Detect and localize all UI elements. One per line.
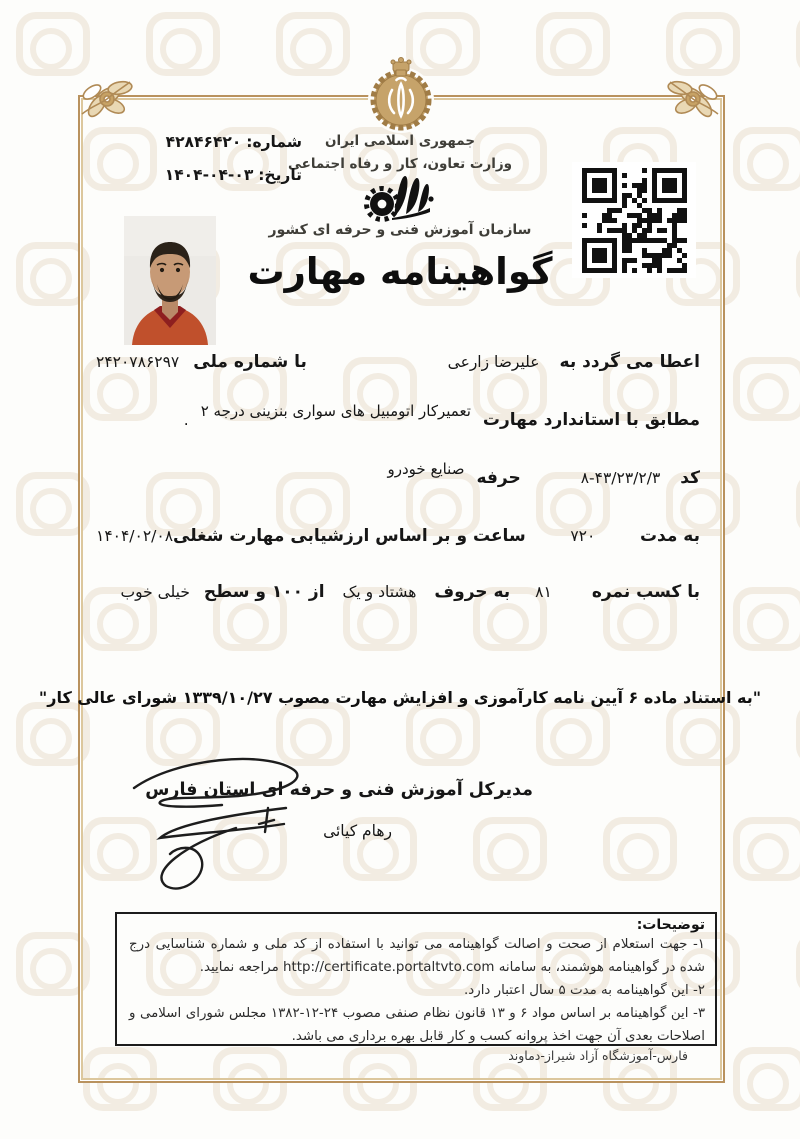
granted-line bbox=[96, 352, 700, 372]
trade-label: حرفه bbox=[476, 468, 521, 488]
notes-box bbox=[115, 912, 717, 1046]
tvto-logo-icon bbox=[364, 166, 436, 222]
level-value: خیلی خوب bbox=[120, 583, 190, 601]
signatory-title: مدیرکل آموزش فنی و حرفه ای استان فارس bbox=[145, 780, 533, 800]
score-label: با کسب نمره bbox=[591, 582, 700, 602]
flower-ornament-right-icon bbox=[646, 62, 738, 140]
flower-ornament-left-icon bbox=[62, 62, 154, 140]
legal-reference: "به استناد ماده ۶ آیین نامه کارآموزی و افزایش مهارت مصوب ۱۳۳۹/۱۰/۲۷ شورای عالی کار" bbox=[38, 688, 762, 707]
score-value: ۸۱ bbox=[535, 583, 552, 601]
duration-label: به مدت bbox=[639, 526, 700, 546]
meta-block bbox=[82, 133, 302, 199]
code-value: ۸-۴۳/۲۳/۲/۳ bbox=[580, 469, 661, 487]
trade-value: صنایع خودرو bbox=[387, 460, 465, 478]
duration-line bbox=[96, 526, 700, 546]
issuer-line: فارس-آموزشگاه آزاد شیراز-دماوند bbox=[508, 1048, 688, 1063]
header-organization: سازمان آموزش فنی و حرفه ای کشور bbox=[268, 222, 532, 238]
score-line bbox=[96, 582, 700, 602]
issue-date-value: ۱۴۰۴-۰۴-۰۳ bbox=[164, 166, 254, 184]
skill-name: تعمیرکار اتومبیل های سواری بنزینی درجه ۲ bbox=[200, 402, 471, 420]
notes-heading: توضیحات: bbox=[636, 917, 705, 933]
evaluation-date: ۱۴۰۴/۰۲/۰۸ bbox=[96, 527, 174, 545]
national-id-label: با شماره ملی bbox=[193, 352, 307, 372]
code-label: کد bbox=[680, 468, 700, 488]
signature-scribble-icon bbox=[126, 756, 326, 896]
in-words-label: به حروف bbox=[434, 582, 511, 602]
skill-suffix: . bbox=[183, 411, 189, 429]
national-emblem-icon bbox=[360, 54, 442, 138]
certificate-title: گواهینامه مهارت bbox=[247, 250, 553, 293]
recipient-name: علیرضا زارعی bbox=[447, 353, 540, 371]
serial-number-label: شماره: bbox=[246, 133, 302, 151]
issue-date-row bbox=[82, 166, 302, 184]
standard-label: مطابق با استاندارد مهارت bbox=[482, 410, 700, 430]
national-id-value: ۲۴۲۰۷۸۶۲۹۷ bbox=[96, 353, 180, 371]
note-item-2: ۲- این گواهینامه به مدت ۵ سال اعتبار دارد. bbox=[464, 983, 705, 998]
score-in-words: هشتاد و یک bbox=[342, 583, 417, 601]
granted-label: اعطا می گردد به bbox=[559, 352, 700, 372]
header-ministry: وزارت تعاون، کار و رفاه اجتماعی bbox=[287, 156, 513, 172]
header-country: جمهوری اسلامی ایران bbox=[324, 133, 476, 149]
out-of-label: از ۱۰۰ و سطح bbox=[203, 582, 325, 602]
note-item-3: ۳- این گواهینامه بر اساس مواد ۶ و ۱۳ قانون نظام صنفی مصوب ۲۴-۱۲-۱۳۸۲ مجلس شورای اسلامی و اصلاحات بعدی آن جهت اخذ پروانه کسب و کار قابل بهره برداری می باشد. bbox=[129, 1006, 706, 1044]
note-item-1: ۱- جهت استعلام از صحت و اصالت گواهینامه می توانید با استفاده از کد ملی و شماره شناسایی درج شده در گواهینامه هوشمند، به سامانه http://certificate.portaltvto.com مراجعه نمایید. bbox=[129, 937, 705, 975]
signatory-name: رهام کیائی bbox=[323, 822, 392, 840]
issue-date-label: تاریخ: bbox=[258, 166, 302, 184]
standard-line bbox=[96, 402, 700, 430]
duration-value: ۷۲۰ bbox=[570, 527, 596, 545]
hours-eval-label: ساعت و بر اساس ارزشیابی مهارت شغلی bbox=[173, 526, 526, 546]
code-line bbox=[96, 460, 700, 488]
serial-number-value: ۴۲۸۴۶۴۲۰ bbox=[165, 133, 242, 151]
